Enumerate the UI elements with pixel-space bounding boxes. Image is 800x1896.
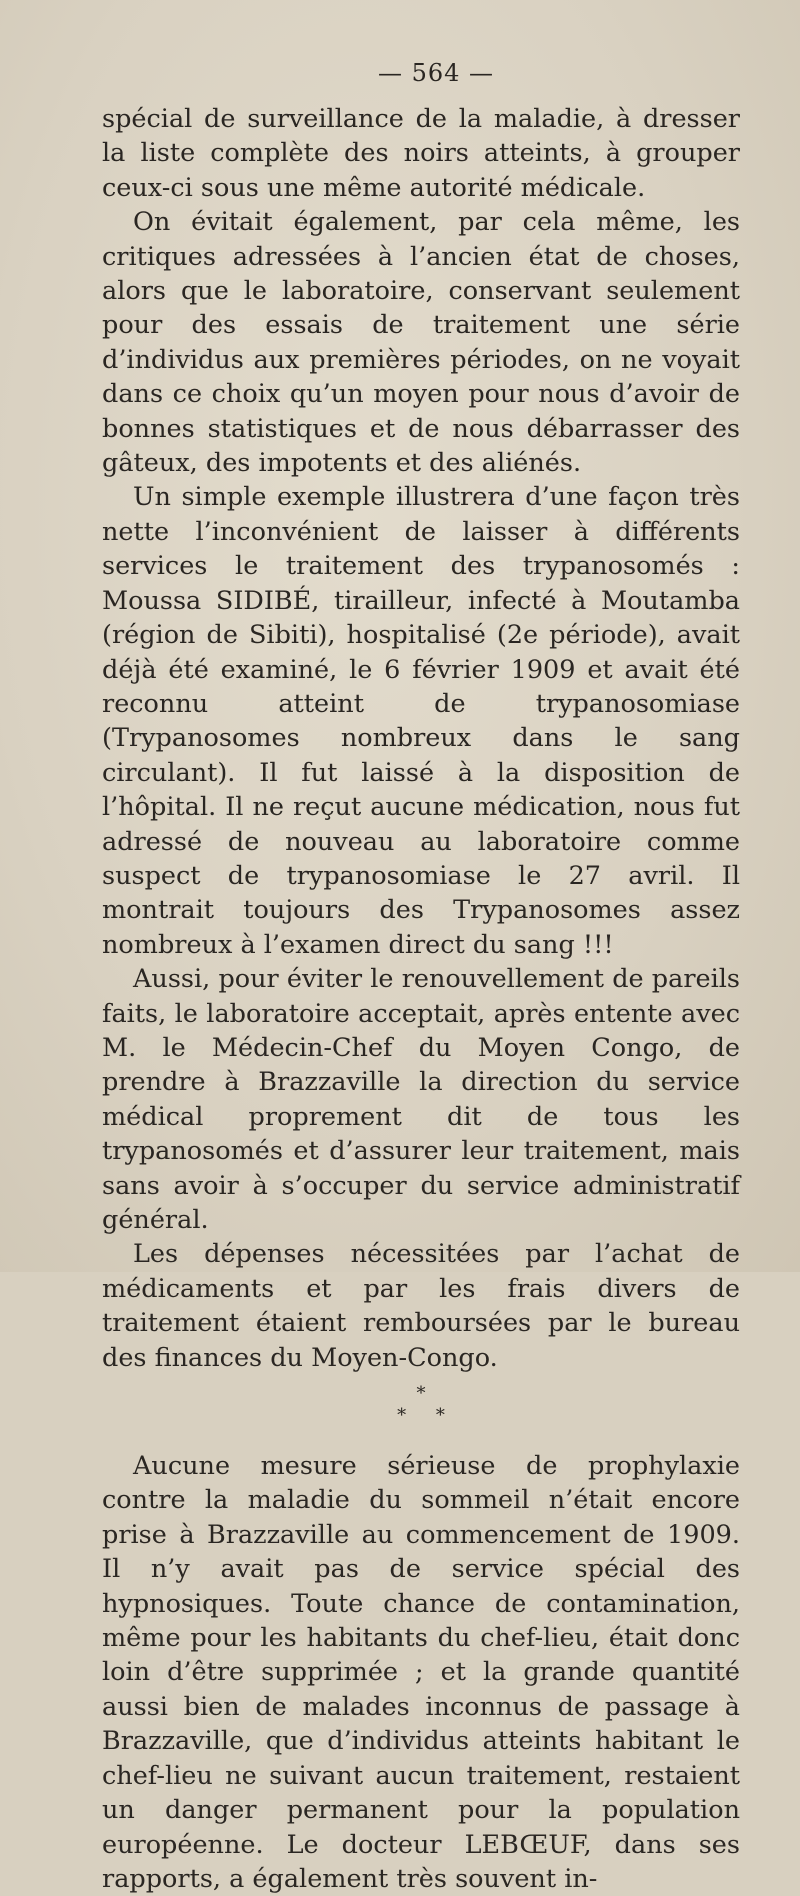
page-number: — 564 —: [377, 59, 495, 87]
asterisk-left: *: [397, 1405, 407, 1427]
paragraph-1: spécial de surveillance de la maladie, à dresser la liste complète des noirs atteints, à grouper ceux-ci sous une même autorité médicale.: [102, 104, 740, 203]
section-separator: [102, 1383, 740, 1427]
paragraph-4: Aussi, pour éviter le renouvellement de pareils faits, le laboratoire acceptait, après entente avec M. le Médecin-Chef du Moyen Congo, de prendre à Brazzaville la direction du service médical proprement dit de tous les trypanosomés et d’assurer leur traitement, mais sans avoir à s’occuper du service administratif général.: [102, 964, 740, 1235]
asterisk-top: *: [416, 1383, 426, 1405]
paragraph-3: Un simple exemple illustrera d’une façon très nette l’inconvénient de laisser à différents services le traitement des trypanosomés : Moussa SIDIBÉ, tirailleur, infecté à Moutamba (région de Sibiti), hospitalisé (2e période), avait déjà été examiné, le 6 février 1909 et avait été reconnu atteint de trypanosomiase (Trypanosomes nombreux dans le sang circulant). Il fut laissé à la disposition de l’hôpital. Il ne reçut aucune médication, nous fut adressé de nouveau au laboratoire comme suspect de trypanosomiase le 27 avril. Il montrait toujours des Trypanosomes assez nombreux à l’examen direct du sang !!!: [102, 482, 740, 960]
paragraph-2: On évitait également, par cela même, les critiques adressées à l’ancien état de choses, alors que le laboratoire, conservant seulement pour des essais de traitement une série d’individus aux premières périodes, on ne voyait dans ce choix qu’un moyen pour nous d’avoir de bonnes statistiques et de nous débarrasser des gâteux, des impotents et des aliénés.: [102, 207, 740, 479]
asterisk-right: *: [435, 1405, 445, 1427]
paragraph-5: Les dépenses nécessitées par l’achat de médicaments et par les frais divers de traitement étaient remboursées par le bureau des finances du Moyen-Congo.: [102, 1239, 740, 1373]
paragraph-6: Aucune mesure sérieuse de prophylaxie contre la maladie du sommeil n’était encore prise à Brazzaville au commencement de 1909. Il n’y avait pas de service spécial des hypnosiques. Toute chance de contamination, même pour les habitants du chef-lieu, était donc loin d’être supprimée ; et la grande quantité aussi bien de malades inconnus de passage à Brazzaville, que d’individus atteints habitant le chef-lieu ne suivant aucun traitement, restaient un danger permanent pour la population européenne. Le docteur LEBŒUF, dans ses rapports, a également très souvent in-: [102, 1451, 740, 1894]
